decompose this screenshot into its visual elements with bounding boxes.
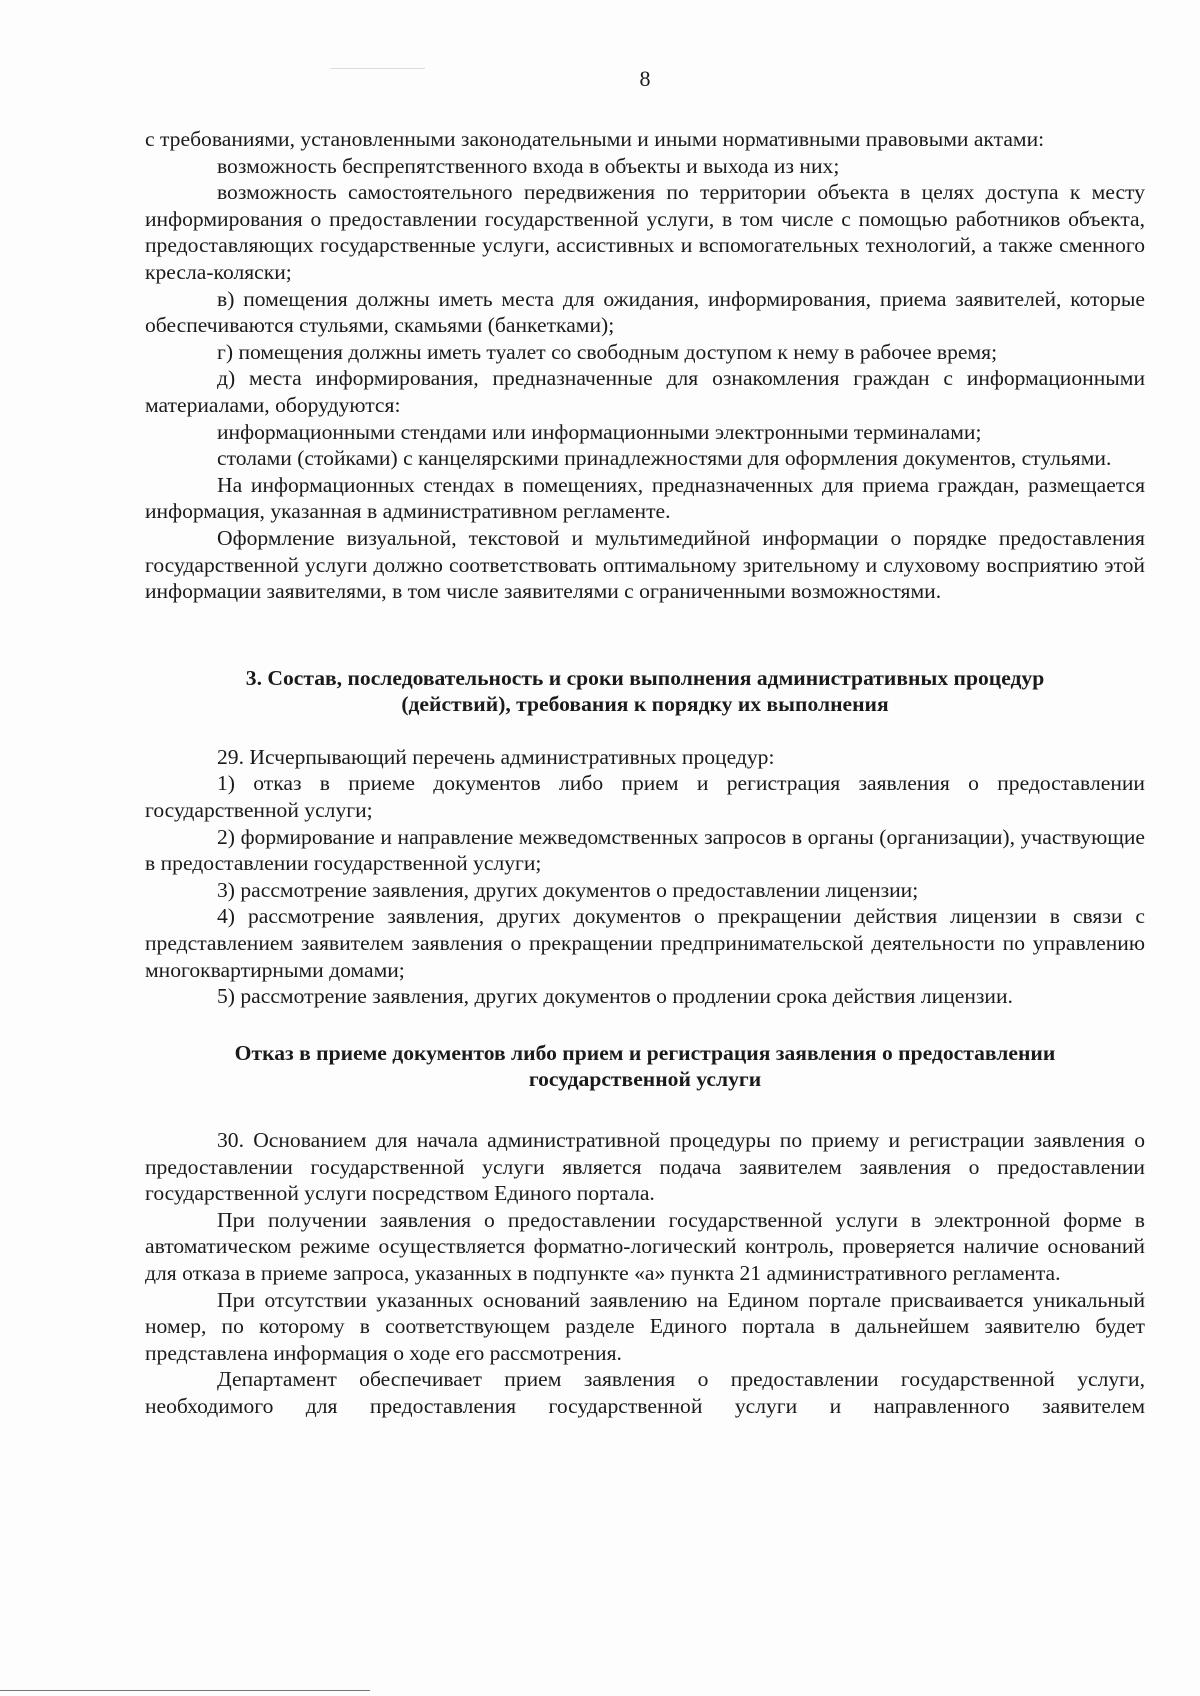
paragraph: столами (стойками) с канцелярскими принадлежностями для оформления документов, стульями. — [217, 446, 1112, 471]
paragraph: На информационных стендах в помещениях, предназначенных для приема граждан, размещается информация, указанная в административном регламенте. — [145, 472, 1145, 524]
subsection-heading-line-2: государственной услуги — [528, 1067, 762, 1092]
paragraph: При отсутствии указанных оснований заявлению на Едином портале присваивается уникальный номер, по которому в соответствующем разделе Единого портала в дальнейшем заявителю будет представлена информация о ходе его рассмотрения. — [145, 1287, 1145, 1365]
paragraph: Оформление визуальной, текстовой и мультимедийной информации о порядке предоставления государственной услуги должно соответствовать оптимальному зрительному и слуховому восприятию этой информации заявителями, в том числе заявителями с ограниченными возможностями. — [145, 525, 1145, 604]
paragraph: г) помещения должны иметь туалет со свободным доступом к нему в рабочее время; — [217, 339, 998, 364]
footer-rule — [0, 1690, 370, 1691]
paragraph: с требованиями, установленными законодательными и иными нормативными правовыми актами: — [145, 127, 1045, 151]
paragraph-group-requirements — [145, 126, 1145, 605]
paragraph: 1) отказ в приеме документов либо прием и регистрация заявления о предоставлении государственной услуги; — [145, 771, 1145, 823]
paragraph: Департамент обеспечивает прием заявления о предоставлении государственной услуги, необходимого для предоставления государственной услуги и направленного заявителем — [145, 1367, 1145, 1418]
section-heading — [145, 665, 1145, 718]
subsection-heading — [145, 1040, 1145, 1093]
paragraph: в) помещения должны иметь места для ожидания, информирования, приема заявителей, которые обеспечиваются стульями, скамьями (банкетками); — [145, 286, 1145, 338]
paragraph: 30. Основанием для начала административной процедуры по приему и регистрации заявления о предоставлении государственной услуги является подача заявителем заявления о предоставлении государственной услуги посредством Единого портала. — [145, 1128, 1145, 1206]
paragraph: 5) рассмотрение заявления, других документов о продлении срока действия лицензии. — [217, 984, 1013, 1009]
paragraph: возможность самостоятельного передвижения по территории объекта в целях доступа к месту информирования о предоставлении государственной услуги, в том числе с помощью работников объекта, предоставляющих государственные услуги, ассистивных и вспомогательных технологий, а также сменного кресла-коляски; — [145, 180, 1145, 284]
paragraph: При получении заявления о предоставлении государственной услуги в электронной форме в автоматическом режиме осуществляется форматно-логический контроль, проверяется наличие оснований для отказа в приеме запроса, указанных в подпункте «а» пункта 21 административного регламента. — [145, 1207, 1145, 1285]
paragraph: информационными стендами или информационными электронными терминалами; — [217, 419, 982, 444]
paragraph: 3) рассмотрение заявления, других документов о предоставлении лицензии; — [217, 877, 919, 902]
paragraph: возможность беспрепятственного входа в объекты и выхода из них; — [217, 153, 840, 178]
subsection-heading-line-1: Отказ в приеме документов либо прием и регистрация заявления о предоставлении — [234, 1040, 1056, 1065]
paragraph-group-procedures — [145, 744, 1145, 1010]
paragraph: д) места информирования, предназначенные для ознакомления граждан с информационными материалами, оборудуются: — [145, 366, 1145, 417]
paragraph: 4) рассмотрение заявления, других документов о прекращении действия лицензии в связи с представлением заявителем заявления о прекращении предпринимательской деятельности по управлению многоквартирными домами; — [145, 904, 1145, 982]
paragraph-group-registration — [145, 1127, 1145, 1420]
paragraph: 2) формирование и направление межведомственных запросов в органы (организации), участвующие в предоставлении государственной услуги; — [145, 824, 1145, 876]
section-heading-line-2: (действий), требования к порядку их выполнения — [401, 692, 889, 717]
page-number: 8 — [639, 66, 651, 91]
section-heading-line-1: 3. Состав, последовательность и сроки выполнения административных процедур — [245, 665, 1045, 690]
document-body — [145, 126, 1145, 1420]
paragraph: 29. Исчерпывающий перечень административных процедур: — [217, 744, 775, 769]
